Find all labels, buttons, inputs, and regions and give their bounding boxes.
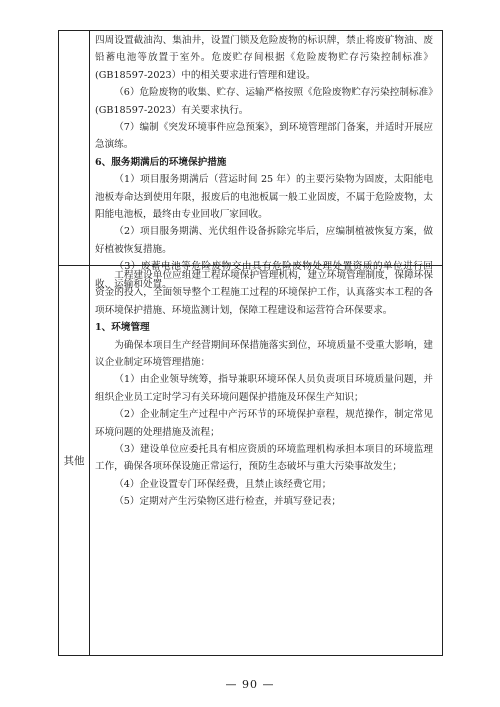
paragraph: （6）危险废物的收集、贮存、运输严格按照《危险废物贮存污染控制标准》(GB18597-2023）有关要求执行。 [95,87,433,116]
paragraph: 工程建设单位应组建工程环境保护管理机构，建立环境管理制度，保障环保资金的投入，全面领导整个工程施工过程的环境保护工作，认真落实本工程的各项环境保护措施、环境监测计划，保障工程建设和运营符合环保要求。 [95,270,433,316]
paragraph: （5）定期对产生污染物区进行检查，并填写登记表； [114,496,341,508]
section-label-other: 其他 [63,454,85,467]
lower-content-cell [95,267,433,511]
paragraph: （1）由企业领导统筹，指导兼职环境环保人员负责项目环境质量问题，并组织企业员工定时学习有关环境问题保护措施及环保生产知识； [95,374,433,403]
paragraph: （1）项目服务期满后（营运时间 25 年）的主要污染物为固废，太阳能电池板寿命达到使用年限，报废后的电池板属一般工业固废，不属于危险废物，太阳能电池板，最终由专业回收厂家回收。 [95,174,433,221]
section-heading: 6、服务期满后的环境保护措施 [95,156,227,168]
paragraph: （3）建设单位应委托具有相应资质的环境监理机构承担本项目的环境监理工作，确保各项环保设施正常运行，预防生态破坏与重大污染事故发生； [95,444,433,473]
paragraph: 为确保本项目生产经营期间环保措施落实到位，环境质量不受重大影响，建议企业制定环境管理措施： [95,339,433,369]
paragraph: 四周设置截油沟、集油井，设置门锁及危险废物的标识牌，禁止将废矿物油、废铅蓄电池等放置于室外。危废贮存间根据《危险废物贮存污染控制标准》(GB18597-2023）中的相关要求进行管理和建设。 [95,35,433,81]
paragraph: （2）项目服务期满、光伏组件设备拆除完毕后，应编制植被恢复方案，做好植被恢复措施。 [95,226,433,255]
paragraph: （3）废蓄电池等危险废物交由具有危险废物处理处置资质的单位进行回收、运输和处置。 [95,261,433,290]
paragraph: （4）企业设置专门环保经费，且禁止该经费它用； [114,478,332,490]
page-number: — 90 — [225,678,275,691]
paragraph: （7）编制《突发环境事件应急预案》，到环境管理部门备案，并适时开展应急演练。 [95,122,433,151]
upper-content-cell [95,32,433,293]
document-table [58,30,443,656]
section-heading: 1、环境管理 [95,322,150,334]
paragraph: （2）企业制定生产过程中产污环节的环境保护章程，规范操作，制定常见环境问题的处理措施及流程； [95,409,433,438]
column-divider [89,31,90,655]
